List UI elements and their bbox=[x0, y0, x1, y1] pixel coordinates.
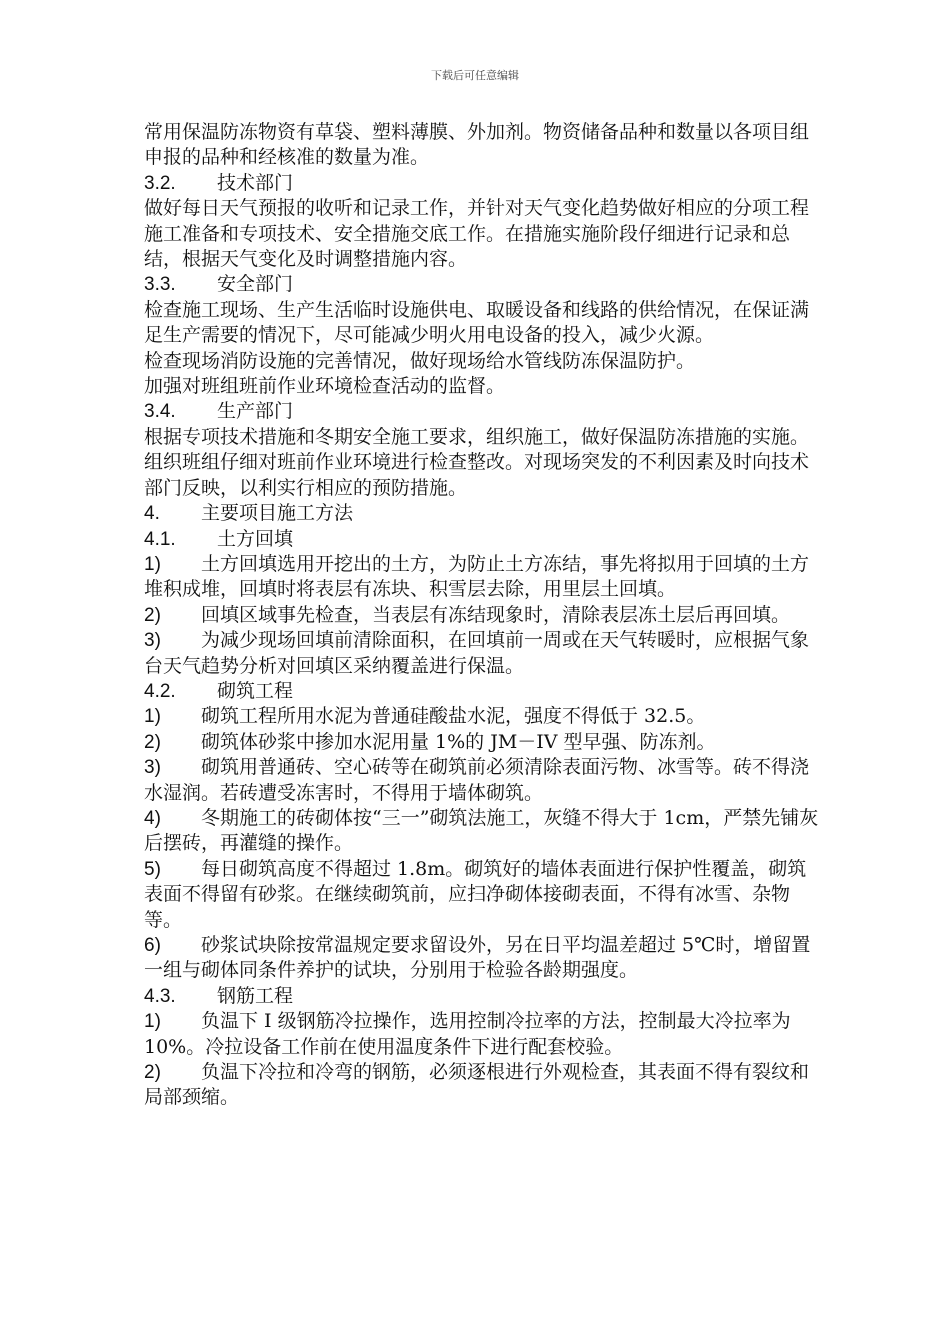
list-number: 1) bbox=[144, 1011, 161, 1033]
list-text: 为减少现场回填前清除面积，在回填前一周或在天气转暖时，应根据气象台天气趋势分析对回填区采纳覆盖进行保温。 bbox=[144, 629, 810, 677]
list-item bbox=[144, 1060, 824, 1111]
list-number: 4) bbox=[144, 807, 161, 829]
list-text: 砌筑工程所用水泥为普通硅酸盐水泥，强度不得低于 32.5。 bbox=[201, 705, 706, 728]
paragraph-text: 常用保温防冻物资有草袋、塑料薄膜、外加剂。物资储备品种和数量以各项目组申报的品种和经核准的数量为准。 bbox=[144, 121, 810, 169]
section-number: 4. bbox=[144, 503, 160, 525]
paragraph bbox=[144, 196, 824, 272]
section-title: 主要项目施工方法 bbox=[201, 502, 354, 525]
section-heading bbox=[144, 272, 824, 297]
section-title: 技术部门 bbox=[217, 171, 294, 194]
section-heading bbox=[144, 527, 824, 552]
section-heading bbox=[144, 501, 824, 526]
list-item bbox=[144, 857, 824, 933]
section-number: 4.2. bbox=[144, 680, 176, 702]
paragraph bbox=[144, 349, 824, 374]
list-text: 负温下 I 级钢筋冷拉操作，选用控制冷拉率的方法，控制最大冷拉率为 10%。冷拉设备工作前在使用温度条件下进行配套校验。 bbox=[144, 1010, 791, 1058]
list-number: 1) bbox=[144, 553, 161, 575]
section-number: 3.4. bbox=[144, 401, 176, 423]
list-item bbox=[144, 933, 824, 984]
list-text: 负温下冷拉和冷弯的钢筋，必须逐根进行外观检查，其表面不得有裂纹和局部颈缩。 bbox=[144, 1061, 810, 1109]
list-number: 3) bbox=[144, 630, 161, 652]
paragraph-text: 检查施工现场、生产生活临时设施供电、取暖设备和线路的供给情况，在保证满足生产需要的情况下，尽可能减少明火用电设备的投入，减少火源。 bbox=[144, 298, 810, 347]
paragraph-text: 根据专项技术措施和冬期安全施工要求，组织施工，做好保温防冻措施的实施。 bbox=[144, 425, 810, 448]
section-title: 钢筋工程 bbox=[217, 984, 294, 1007]
paragraph-text: 组织班组仔细对班前作业环境进行检查整改。对现场突发的不利因素及时向技术部门反映，以利实行相应的预防措施。 bbox=[144, 451, 810, 499]
list-text: 回填区域事先检查，当表层有冻结现象时，清除表层冻土层后再回填。 bbox=[201, 603, 791, 626]
paragraph bbox=[144, 425, 824, 450]
document-body bbox=[144, 120, 824, 1111]
section-number: 4.1. bbox=[144, 528, 176, 550]
section-heading bbox=[144, 171, 824, 196]
list-item bbox=[144, 603, 824, 628]
section-number: 3.3. bbox=[144, 274, 176, 296]
list-number: 1) bbox=[144, 706, 161, 728]
section-number: 4.3. bbox=[144, 985, 176, 1007]
paragraph bbox=[144, 450, 824, 501]
list-item bbox=[144, 704, 824, 729]
paragraph-text: 加强对班组班前作业环境检查活动的监督。 bbox=[144, 375, 506, 398]
section-title: 生产部门 bbox=[217, 400, 294, 423]
list-text: 砂浆试块除按常温规定要求留设外，另在日平均温差超过 5℃时，增留置一组与砌体同条件养护的试块，分别用于检验各龄期强度。 bbox=[144, 934, 811, 982]
list-number: 2) bbox=[144, 1062, 161, 1084]
section-title: 安全部门 bbox=[217, 273, 294, 296]
list-item bbox=[144, 806, 824, 857]
list-text: 土方回填选用开挖出的土方，为防止土方冻结，事先将拟用于回填的土方堆积成堆，回填时将表层有冻块、积雪层去除，用里层土回填。 bbox=[144, 552, 810, 601]
list-item bbox=[144, 1009, 824, 1060]
list-number: 2) bbox=[144, 731, 161, 753]
section-heading bbox=[144, 399, 824, 424]
section-heading bbox=[144, 984, 824, 1009]
paragraph bbox=[144, 120, 824, 171]
list-text: 冬期施工的砖砌体按“三一”砌筑法施工，灰缝不得大于 1cm，严禁先铺灰后摆砖，再灌缝的操作。 bbox=[144, 806, 819, 855]
list-text: 砌筑用普通砖、空心砖等在砌筑前必须清除表面污物、冰雪等。砖不得浇水湿润。若砖遭受冻害时，不得用于墙体砌筑。 bbox=[144, 756, 810, 804]
section-number: 3.2. bbox=[144, 172, 176, 194]
paragraph-text: 检查现场消防设施的完善情况，做好现场给水管线防冻保温防护。 bbox=[144, 349, 696, 372]
list-text: 每日砌筑高度不得超过 1.8m。砌筑好的墙体表面进行保护性覆盖，砌筑表面不得留有砂浆。在继续砌筑前，应扫净砌体接砌表面，不得有冰雪、杂物等。 bbox=[144, 857, 807, 931]
list-item bbox=[144, 628, 824, 679]
list-number: 5) bbox=[144, 858, 161, 880]
list-item bbox=[144, 552, 824, 603]
paragraph bbox=[144, 374, 824, 399]
section-title: 砌筑工程 bbox=[217, 679, 294, 702]
list-number: 6) bbox=[144, 935, 161, 956]
page-header: 下载后可任意编辑 bbox=[431, 69, 519, 82]
paragraph-text: 做好每日天气预报的收听和记录工作，并针对天气变化趋势做好相应的分项工程施工准备和专项技术、安全措施交底工作。在措施实施阶段仔细进行记录和总结，根据天气变化及时调整措施内容。 bbox=[144, 197, 810, 271]
section-title: 土方回填 bbox=[217, 527, 294, 550]
list-item bbox=[144, 730, 824, 755]
paragraph bbox=[144, 298, 824, 349]
list-number: 3) bbox=[144, 757, 161, 779]
list-item bbox=[144, 755, 824, 806]
list-number: 2) bbox=[144, 604, 161, 626]
section-heading bbox=[144, 679, 824, 704]
list-text: 砌筑体砂浆中掺加水泥用量 1%的 JM－IV 型早强、防冻剂。 bbox=[201, 730, 716, 753]
